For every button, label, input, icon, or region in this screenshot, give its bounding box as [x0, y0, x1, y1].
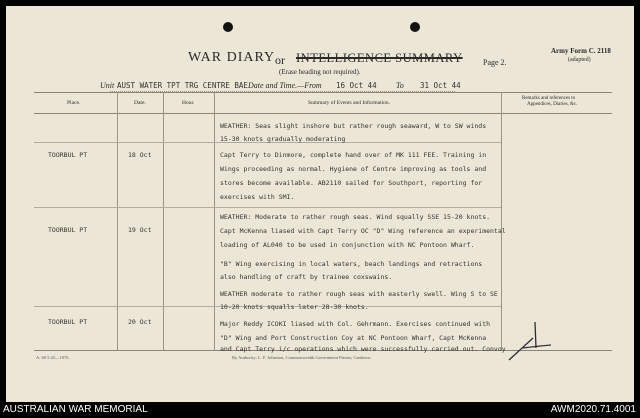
adapted-note: (adapted) [568, 57, 591, 63]
title-war-diary: WAR DIARY [188, 50, 276, 65]
unit-value: AUST WATER TPT TRG CENTRE BAE [117, 81, 248, 90]
summary-line: "D" Wing and Port Construction Coy at NC Pontoon Wharf, Capt McKenna [220, 334, 487, 342]
summary-line: stores become available. AB2110 sailed for Southport, reporting for [220, 179, 483, 187]
col-divider-2 [163, 92, 164, 350]
date-to: 31 Oct 44 [420, 81, 461, 90]
summary-line: Capt McKenna liased with Capt Terry OC "D" Wing reference an experimental [220, 227, 506, 235]
archive-footer-bar [0, 402, 640, 418]
column-header-rule [34, 113, 612, 114]
col-header-remarks-2: Appendices, Diaries, &c. [527, 102, 578, 107]
erase-note: (Erase heading not required). [279, 68, 361, 76]
page-number: Page 2. [483, 58, 507, 67]
place-cell: TOORBUL PT [48, 226, 88, 234]
summary-line: 15-30 knots gradually moderating [220, 135, 346, 143]
col-header-hour: Hour. [182, 100, 195, 106]
form-authority: By Authority: L. F. Johnston, Commonwealth Government Printer, Canberra. [232, 355, 372, 360]
summary-line: also handling of craft by trainee coxswains. [220, 273, 393, 281]
date-cell: 18 Oct [128, 151, 152, 159]
title-or: or [275, 53, 285, 67]
summary-line: WEATHER: Seas slight inshore but rather rough seaward, W to SW winds [220, 122, 487, 130]
col-header-date: Date. [134, 100, 146, 106]
table-top-rule [34, 92, 612, 93]
col-divider-3 [214, 92, 215, 350]
summary-line: Capt Terry to Dinmore, complete hand over of MK 111 FEE. Training in [220, 151, 487, 159]
date-cell: 19 Oct [128, 226, 152, 234]
punch-hole-left [223, 22, 233, 32]
date-cell: 20 Oct [128, 318, 152, 326]
col-header-remarks-1: Remarks and references to [522, 96, 576, 101]
army-form: Army Form C. 2118 [551, 47, 611, 55]
summary-line: "B" Wing exercising in local waters, beach landings and retractions [220, 260, 483, 268]
archive-name: AUSTRALIAN WAR MEMORIAL [3, 404, 148, 415]
form-code: A. 60 5.43—1076. [36, 355, 70, 360]
summary-line: and Capt Terry i/c operations which were successfully carried out. Convoy [220, 345, 506, 353]
date-label: Date and Time.—From [248, 81, 322, 90]
title-struck: INTELLIGENCE SUMMARY [296, 51, 463, 65]
summary-line: 10-20 knots squalls later 28-30 knots. [220, 303, 369, 311]
col-header-summary: Summary of Events and Information. [308, 100, 391, 106]
summary-line: loading of AL040 to be used in conjunction with NC Pontoon Wharf. [220, 241, 475, 249]
to-label: To [396, 81, 404, 90]
handwritten-initials [505, 318, 555, 364]
place-cell: TOORBUL PT [48, 151, 88, 159]
unit-label: Unit [100, 81, 115, 90]
archive-reference: AWM2020.71.4001 [550, 404, 636, 415]
col-divider-1 [117, 92, 118, 350]
punch-hole-right [410, 22, 420, 32]
summary-line: Major Reddy ICOKI liased with Col. Gehrmann. Exercises continued with [220, 320, 491, 328]
place-cell: TOORBUL PT [48, 318, 88, 326]
row-rule [34, 207, 501, 208]
summary-line: exercises with SMI. [220, 193, 295, 201]
date-from: 16 Oct 44 [336, 81, 377, 90]
summary-line: WEATHER moderate to rather rough seas with easterly swell. Wing S to SE [220, 290, 498, 298]
summary-line: WEATHER: Moderate to rather rough seas. Wind squally SSE 15-20 knots. [220, 213, 491, 221]
col-divider-4 [501, 92, 502, 350]
col-header-place: Place. [67, 100, 81, 106]
summary-line: Wings proceeding as normal. Hygiene of Centre improving as tools and [220, 165, 487, 173]
